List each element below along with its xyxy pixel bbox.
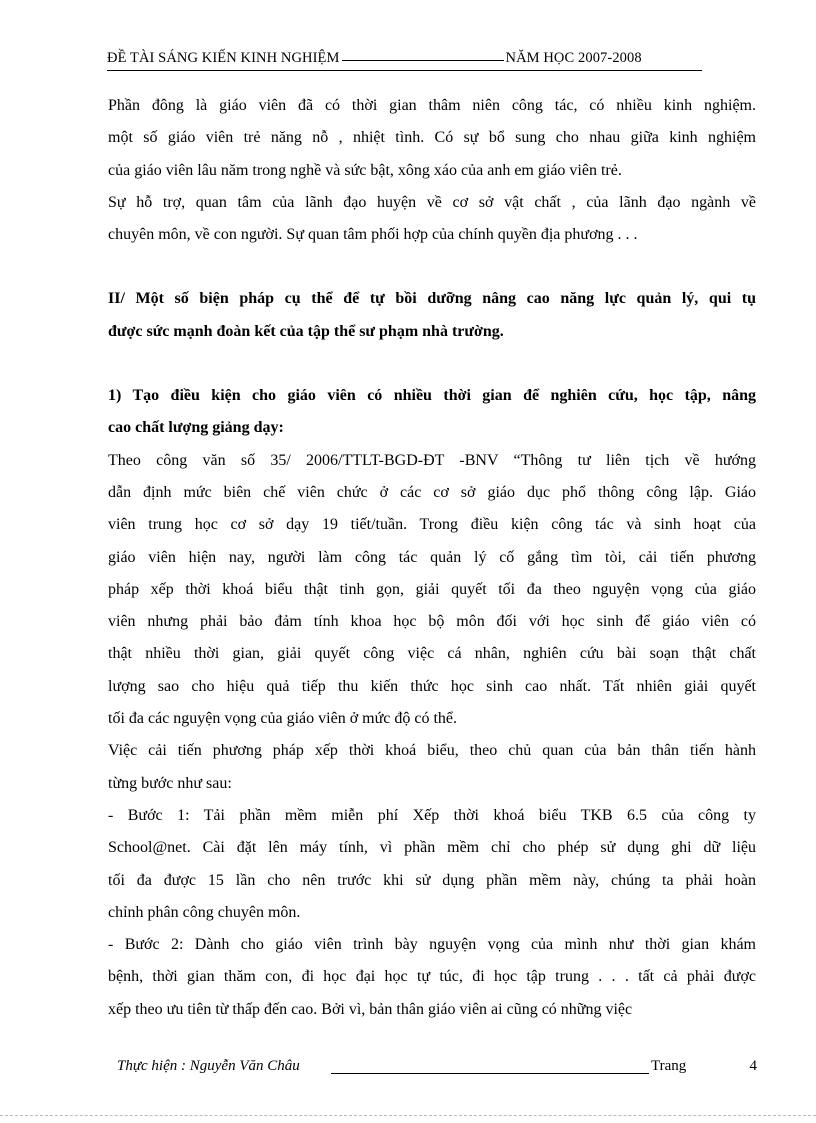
paragraph: [108, 90, 756, 187]
text-line: được sức mạnh đoàn kết của tập thể sư phạm nhà trường.: [108, 322, 504, 340]
text-line: Phần đông là giáo viên đã có thời gian thâm niên công tác, có nhiều kinh nghiệm.: [108, 97, 756, 114]
text-line: - Bước 2: Dành cho giáo viên trình bày nguyện vọng của mình như thời gian khám: [108, 936, 756, 954]
text-line: dẫn định mức biên chế viên chức ở các cơ sở giáo dục phổ thông công lập. Giáo: [108, 483, 756, 501]
text-line: từng bước như sau:: [108, 774, 232, 792]
header-title: ĐỀ TÀI SÁNG KIẾN KINH NGHIỆM: [107, 50, 340, 66]
text-line: chỉnh phân công chuyên môn.: [108, 903, 301, 921]
text-line: giáo viên hiện nay, người làm công tác quản lý cố gắng tìm tòi, cải tiến phương: [108, 548, 756, 566]
text-line: Sự hỗ trợ, quan tâm của lãnh đạo huyện về cơ sở vật chất , của lãnh đạo ngành về: [108, 193, 756, 211]
text-line: bệnh, thời gian thăm con, đi học đại học tự túc, đi học tập trung . . . tất cả phải được: [108, 968, 756, 986]
paragraph-spacer: [108, 348, 756, 380]
footer-author: Thực hiện : Nguyễn Văn Châu: [117, 1058, 300, 1074]
section-heading: [108, 380, 756, 445]
page-bottom-edge: [0, 1115, 816, 1116]
header-school-year: NĂM HỌC 2007-2008: [505, 50, 642, 66]
footer-page-number: 4: [749, 1058, 757, 1074]
text-line: II/ Một số biện pháp cụ thể để tự bồi dưỡng nâng cao năng lực quản lý, qui tụ: [108, 290, 756, 308]
text-line: tối đa các nguyện vọng của giáo viên ở mức độ có thể.: [108, 710, 458, 728]
text-line: Theo công văn số 35/ 2006/TTLT-BGD-ĐT -BNV “Thông tư liên tịch về hướng: [108, 451, 756, 469]
text-line: viên trung học cơ sở dạy 19 tiết/tuần. Trong điều kiện công tác và sinh hoạt của: [108, 516, 756, 534]
paragraph: [108, 735, 756, 800]
paragraph: [108, 187, 756, 252]
text-line: tối đa được 15 lần cho nên trước khi sử dụng phần mềm này, chúng ta phải hoàn: [108, 871, 756, 889]
page-header: [107, 50, 702, 67]
text-line: School@net. Cài đặt lên máy tính, vì phần mềm chỉ cho phép sử dụng ghi dữ liệu: [108, 839, 756, 857]
text-line: một số giáo viên trẻ năng nỗ , nhiệt tình. Có sự bổ sung cho nhau giữa kinh nghiệm: [108, 129, 756, 147]
text-line: cao chất lượng giảng dạy:: [108, 419, 284, 437]
text-line: - Bước 1: Tải phần mềm miễn phí Xếp thời khoá biểu TKB 6.5 của công ty: [108, 806, 756, 824]
header-rule: [107, 70, 702, 71]
footer-page-label: Trang: [651, 1058, 687, 1074]
header-underline: [342, 60, 504, 61]
text-line: viên nhưng phải bảo đảm tính khoa học bộ môn đối với học sinh để giáo viên có: [108, 613, 756, 631]
text-line: xếp theo ưu tiên từ thấp đến cao. Bởi vì, bản thân giáo viên ai cũng có những việc: [108, 1000, 633, 1018]
paragraph-spacer: [108, 251, 756, 283]
footer-rule: [331, 1073, 649, 1074]
paragraph: [108, 800, 756, 929]
page-footer: [117, 1058, 757, 1082]
text-line: pháp xếp thời khoá biểu thật tinh gọn, giải quyết tối đa theo nguyện vọng của giáo: [108, 580, 756, 598]
text-line: thật nhiều thời gian, giải quyết công việc cá nhân, nghiên cứu bài soạn thật chất: [108, 645, 756, 663]
text-line: lượng sao cho hiệu quả tiếp thu kiến thức học sinh cao nhất. Tất nhiên giải quyết: [108, 677, 756, 695]
text-line: chuyên môn, về con người. Sự quan tâm phối hợp của chính quyền địa phương . . .: [108, 226, 638, 244]
paragraph: [108, 929, 756, 1026]
document-body: [108, 90, 756, 1026]
section-heading: [108, 283, 756, 348]
paragraph: [108, 445, 756, 736]
text-line: Việc cải tiến phương pháp xếp thời khoá biểu, theo chủ quan của bản thân tiến hành: [108, 742, 756, 760]
text-line: của giáo viên lâu năm trong nghề và sức bật, xông xáo của anh em giáo viên trẻ.: [108, 161, 622, 179]
text-line: 1) Tạo điều kiện cho giáo viên có nhiều thời gian để nghiên cứu, học tập, nâng: [108, 387, 756, 405]
